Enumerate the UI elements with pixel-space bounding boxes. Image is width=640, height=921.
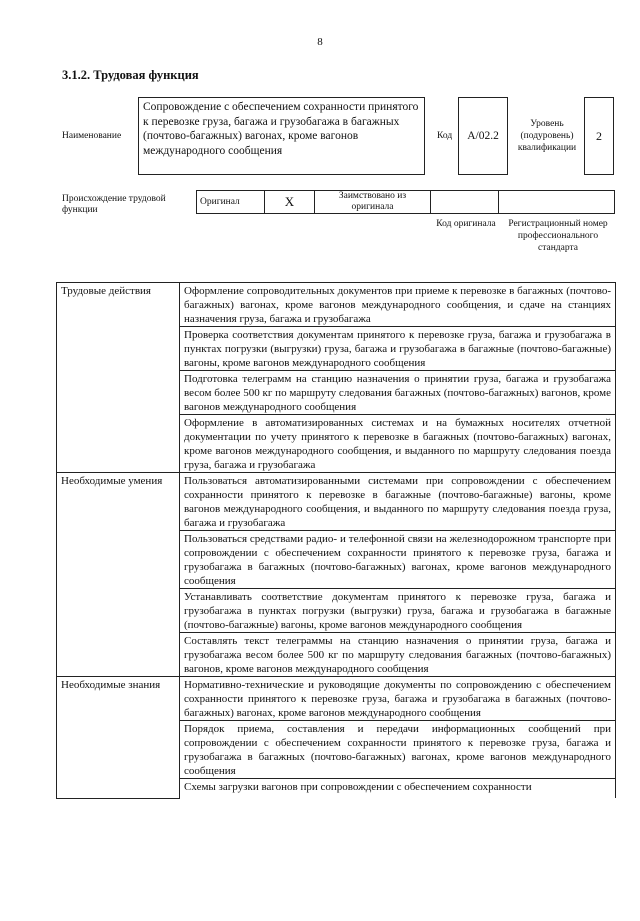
table-cell: Пользоваться средствами радио- и телефонной связи на железнодорожном транспорте при сопровождении с обеспечением сохранности принятого к перевозке груза, багажа и грузобагажа в багажных (почтово-багажных) вагонах, кроме вагонов международного сообщения [180, 531, 616, 589]
table-cell: Составлять текст телеграммы на станцию назначения о принятии груза, багажа и грузобагажа весом более 500 кг по маршруту следования багажных (почтово-багажных) вагонов, кроме вагонов международного сообщения [180, 633, 616, 677]
table-cell: Пользоваться автоматизированными системами при сопровождении с обеспечением сохранности принятого к перевозке в багажные (почтово-багажные) вагоны, кроме вагонов международного сообщения, и выданного по маршруту следования поезда груза, багажа и грузобагажа [180, 473, 616, 531]
category-cell: Необходимые умения [57, 473, 180, 677]
table-cell: Схемы загрузки вагонов при сопровождении с обеспечением сохранности [180, 779, 616, 799]
reg-number-caption: Регистрационный номер профессионального стандарта [508, 219, 608, 253]
table-cell: Проверка соответствия документам принятого к перевозке груза, багажа и грузобагажа в пунктах погрузки (выгрузки) груза, багажа и грузобагажа в багажные (почтово-багажные) вагоны, кроме вагонов международного сообщения [180, 327, 616, 371]
page-number: 8 [317, 36, 323, 48]
name-label: Наименование [62, 131, 122, 141]
code-label: Код [437, 131, 453, 141]
original-mark: X [265, 191, 315, 214]
original-label: Оригинал [197, 191, 265, 214]
table-cell: Оформление сопроводительных документов при приеме к перевозке в багажных (почтово-багажных) вагонах, кроме вагонов международного сообщения, и сдаче на станциях назначения груза, багажа и грузобагажа [180, 283, 616, 327]
functions-table [56, 282, 616, 799]
table-cell: Устанавливать соответствие документам принятого к перевозке груза, багажа и грузобагажа в пунктах погрузки (выгрузки) груза, багажа и грузобагажа в багажные (почтово-багажные) вагоны, кроме вагонов международного сообщения [180, 589, 616, 633]
section-title: 3.1.2. Трудовая функция [62, 68, 199, 82]
table-row [57, 677, 616, 721]
table-cell: Порядок приема, составления и передачи информационных сообщений при сопровождении с обеспечением сохранности принятого к перевозке груза, багажа и грузобагажа в багажных (почтово-багажных) вагонах, кроме вагонов международного сообщения [180, 721, 616, 779]
table-cell: Подготовка телеграмм на станцию назначения о принятии груза, багажа и грузобагажа весом более 500 кг по маршруту следования багажных (почтово-багажных) вагонов, кроме вагонов международного сообщения [180, 371, 616, 415]
borrowed-label: Заимствовано из оригинала [315, 191, 431, 214]
code-original-caption: Код оригинала [436, 219, 496, 229]
name-value: Сопровождение с обеспечением сохранности принятого к перевозке груза, багажа и грузобагажа в багажных (почтово-багажных) вагонах, кроме вагонов международного сообщения [143, 101, 419, 157]
reg-number-cell [499, 191, 615, 214]
table-cell: Нормативно-технические и руководящие документы по сопровождению с обеспечением сохранности принятого к перевозке груза, багажа и грузобагажа в багажных (почтово-багажных) вагонах, кроме вагонов международного сообщения [180, 677, 616, 721]
name-value-box [138, 97, 425, 175]
category-cell: Трудовые действия [57, 283, 180, 473]
code-value: А/02.2 [467, 130, 499, 142]
level-value: 2 [596, 128, 602, 143]
table-row [57, 283, 616, 327]
table-cell: Оформление в автоматизированных системах и на бумажных носителях отчетной документации по учету принятого к перевозке в багажных (почтово-багажных) вагонах, кроме вагонов международного сообщения, и выданного по маршруту следования поезда груза, багажа и грузобагажа [180, 415, 616, 473]
category-cell: Необходимые знания [57, 677, 180, 799]
code-value-box [458, 97, 508, 175]
table-row [57, 473, 616, 531]
level-label: Уровень (подуровень) квалификации [517, 119, 577, 153]
origin-label: Происхождение трудовой функции [62, 194, 166, 215]
code-original-cell [431, 191, 499, 214]
level-value-box [584, 97, 614, 175]
origin-table [196, 190, 615, 214]
